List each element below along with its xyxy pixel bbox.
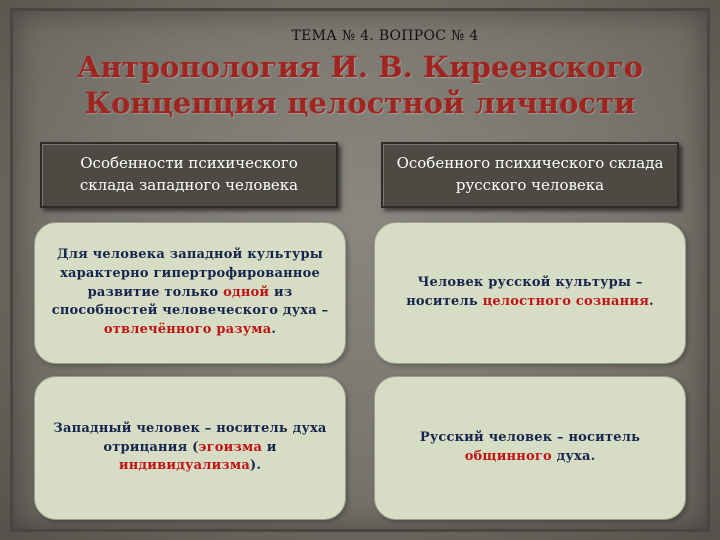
text-segment: духа. xyxy=(551,449,596,464)
text-segment: из способностей человеческого духа – xyxy=(51,284,329,319)
west-card-reason-text xyxy=(49,246,331,340)
highlight-text: целостного сознания xyxy=(482,294,650,309)
russia-column-header-text: Особенного психического склада русского человека xyxy=(396,154,664,194)
highlight-text: общинного xyxy=(464,449,552,464)
west-column-header xyxy=(40,142,338,208)
west-card-negation-text xyxy=(49,420,331,477)
text-segment: Для человека западной культуры характерно гипертрофированное развитие только xyxy=(57,246,323,300)
west-card-negation xyxy=(34,376,346,520)
highlight-text: эгоизма xyxy=(198,439,263,455)
russia-card-consciousness xyxy=(374,222,686,364)
russia-card-communal xyxy=(374,376,686,520)
west-card-reason xyxy=(34,222,346,364)
slide-title-line1: Антропология И. В. Киреевского xyxy=(76,50,644,84)
russia-card-consciousness-text xyxy=(389,274,671,312)
text-segment: . xyxy=(649,294,654,309)
russia-card-communal-text xyxy=(389,429,671,467)
text-segment: и xyxy=(262,439,277,455)
text-segment: Человек русской культуры – носитель xyxy=(406,275,643,309)
highlight-text: одной xyxy=(223,284,270,300)
text-segment: Западный человек – носитель духа отрицания ( xyxy=(53,420,327,455)
text-segment: Русский человек – носитель xyxy=(419,430,641,446)
slide-title-line2: Концепция целостной личности xyxy=(84,86,636,120)
highlight-text: индивидуализма xyxy=(118,458,251,474)
russia-column-header xyxy=(381,142,679,208)
slide-subtitle: ТЕМА № 4. ВОПРОС № 4 xyxy=(291,28,479,44)
text-segment: ). xyxy=(250,458,262,474)
west-column-header-text: Особенности психического склада западного человека xyxy=(79,154,299,194)
text-segment: . xyxy=(271,322,277,338)
highlight-text: отвлечённого разума xyxy=(103,322,272,338)
